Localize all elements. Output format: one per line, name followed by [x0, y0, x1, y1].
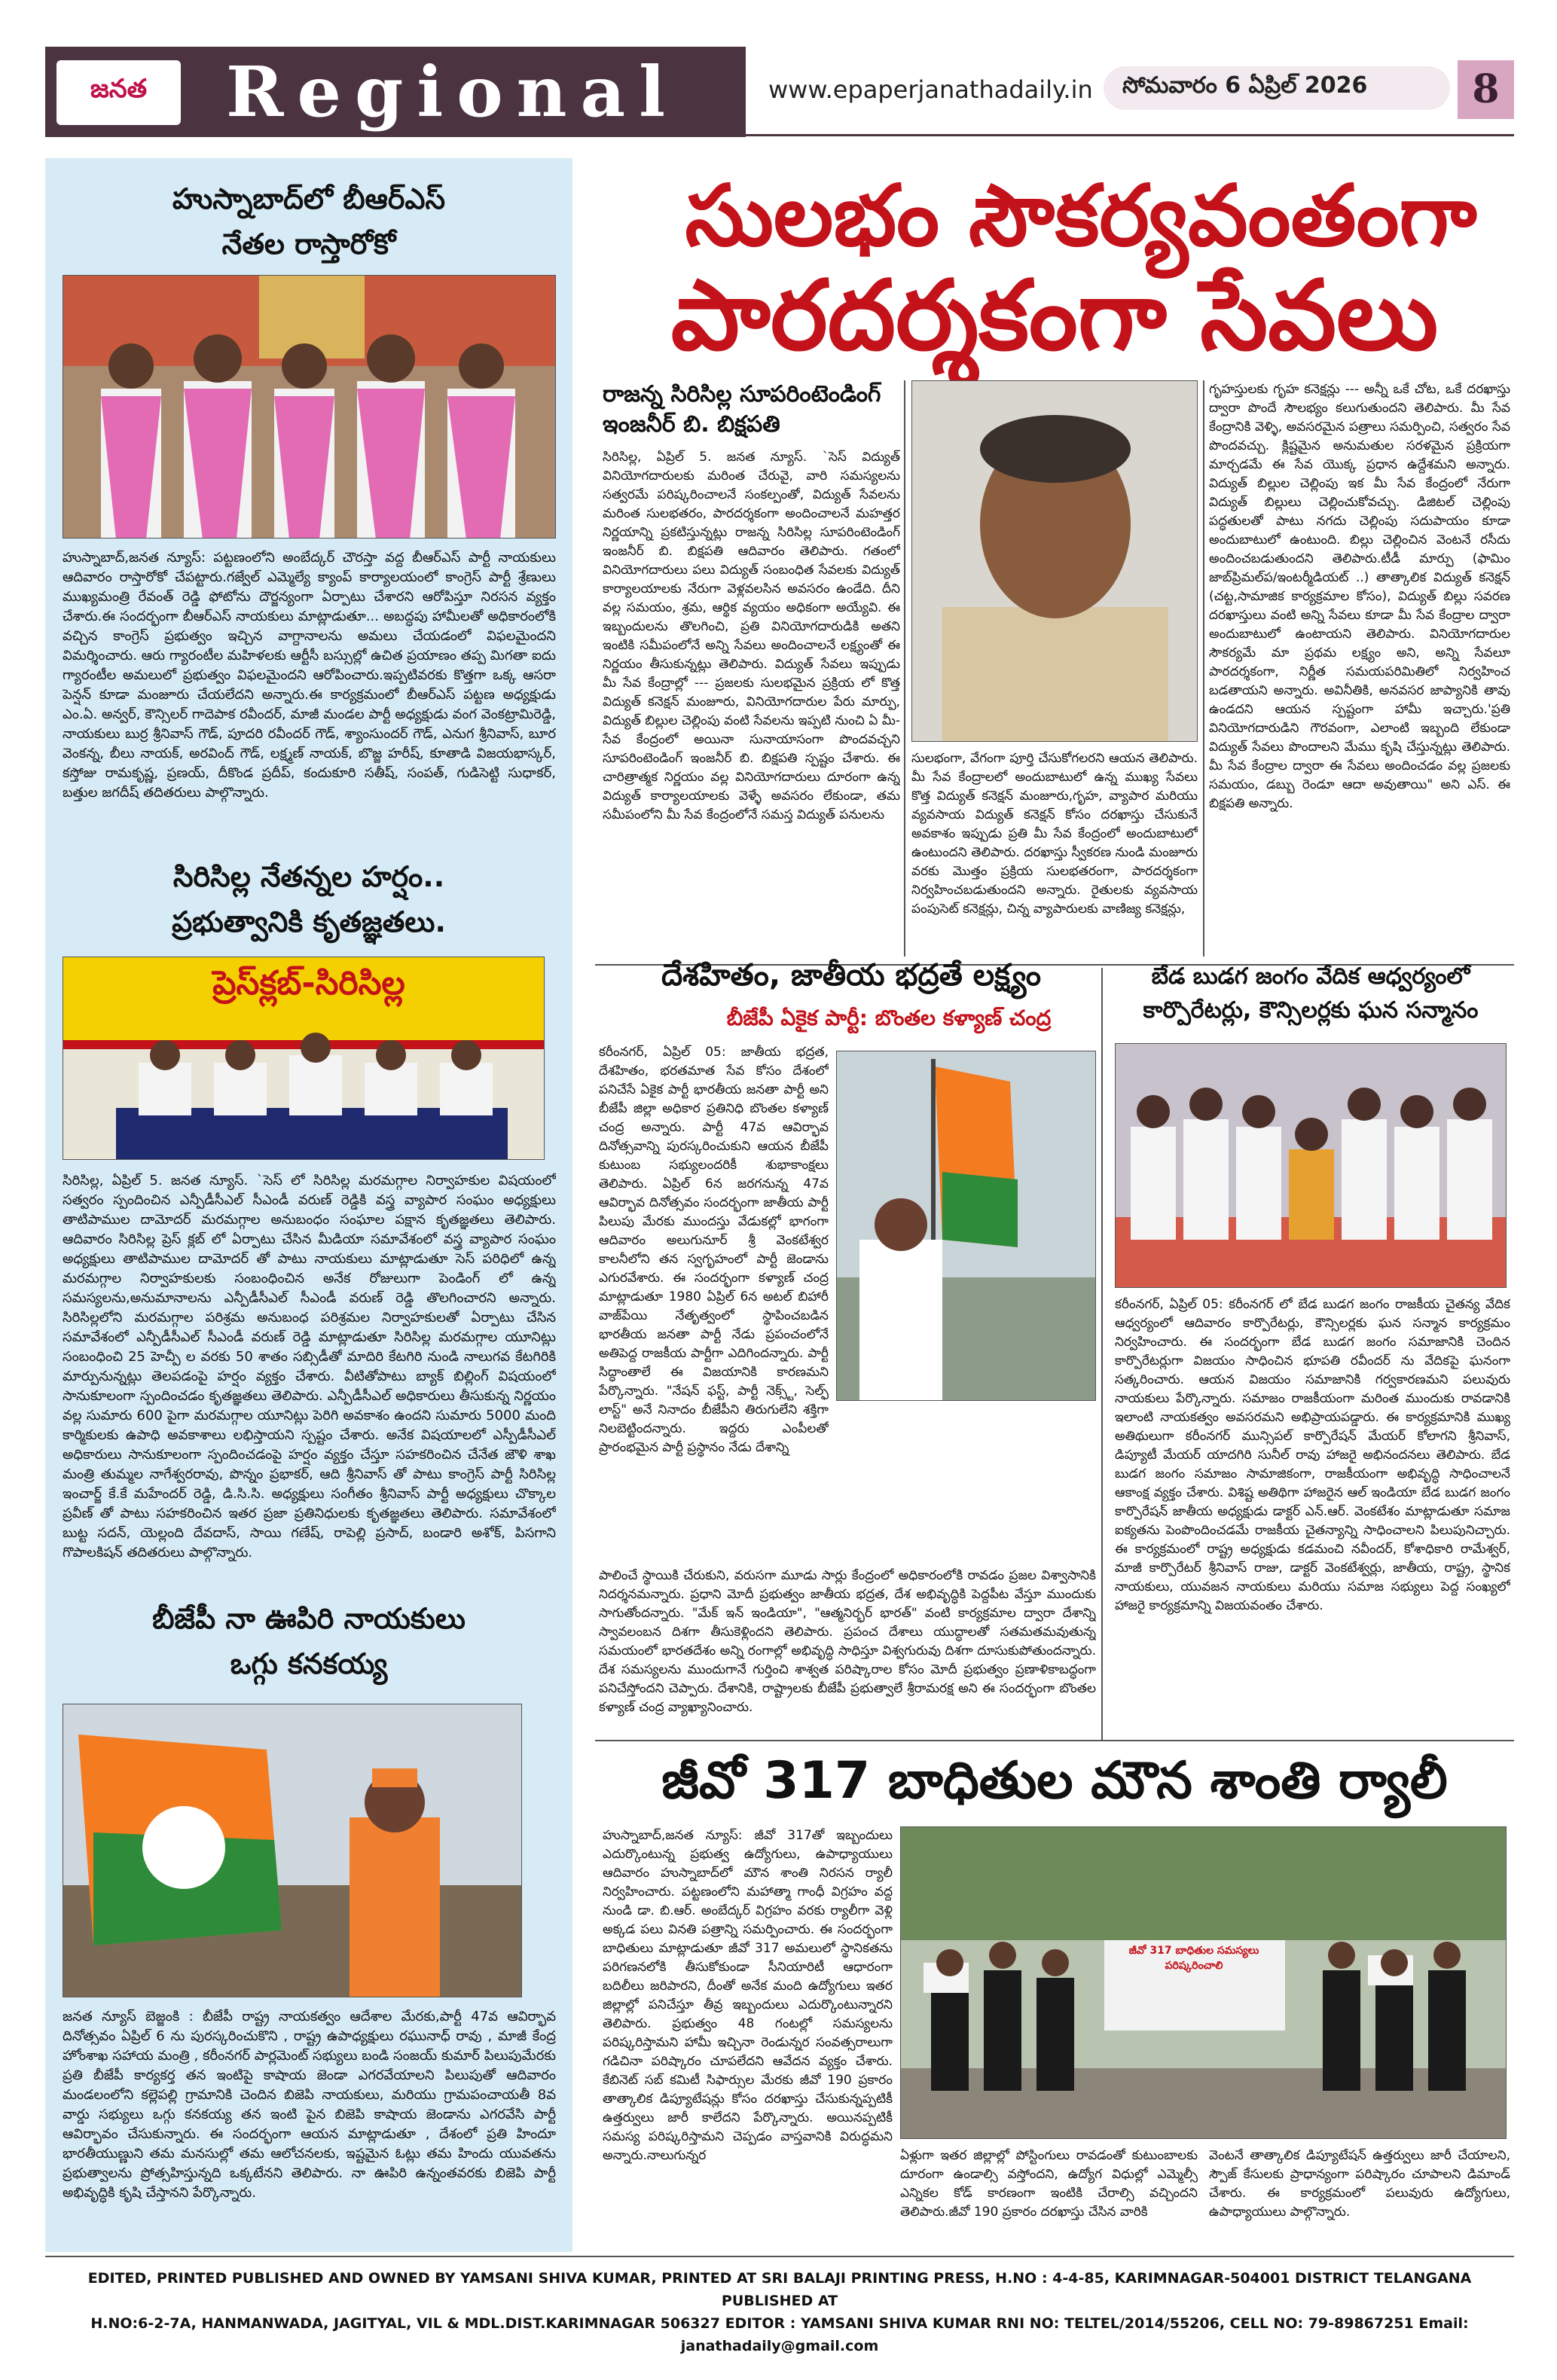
go317-col3: వెంటనే తాత్కాలిక డిప్యూటేషన్ ఉత్తర్వులు జారీ చేయాలని, స్పౌజ్ కేసులకు ప్రాధాన్యంగా పరిష్కారం చూపాలని డిమాండ్ చేశారు. ఈ కార్యక్రమంలో పలువురు ఉద్యోగులు, ఉపాధ్యాయులు పాల్గొన్నారు. — [1209, 2148, 1510, 2220]
portrait-illustration — [912, 381, 1198, 742]
imprint-line-2: H.NO:6-2-7A, HANMANWADA, JAGITYAL, VIL & MDL.DIST.KARIMNAGAR 506327 EDITOR : YAMSANI SHIVA KUMAR RNI NO: TELTEL/2014/55206, CELL NO: 79-89867251 Email: janathadaily@gmail.com — [90, 2315, 1469, 2354]
imprint-footer — [45, 2267, 1514, 2357]
col-rule — [904, 380, 905, 957]
main-col3: గృహస్తులకు గృహ కనెక్షన్లు --- అన్నీ ఒకే చోట, ఒకే దరఖాస్తు ద్వారా పొందే సౌలభ్యం కలుగుతుందని తెలిపారు. మీ సేవ కేంద్రానికి వెళ్ళి, అవసరమైన పత్రాలు సమర్పించి, సత్వరం సేవ పొందవచ్చు. క్లిష్టమైన అనుమతుల సరళమైన ప్రక్రియగా మార్చడమే ఈ సేవ యొక్క ప్రధాన ఉద్దేశమని అన్నారు. విద్యుత్ బిల్లుల చెల్లింపు ఇక మీ సేవ కేంద్రంలో నేరుగా విద్యుత్ బిల్లులు చెల్లించుకోవచ్చు. డిజిటల్ చెల్లింపు పద్ధతులతో పాటు నగదు చెల్లింపు సదుపాయం కూడా అందుబాటులో ఉంటుంది. బిల్లు చెల్లించిన వెంటనే రసీదు అందించబడుతుందని తెలిపారు.టీడీ మార్పు (ఫామిం జాబ్‌ప్రిమల్‌ప/ఇంటర్మీడియట్ ..) తాత్కాలిక విద్యుత్ కనెక్షన్ (చట్ట,సామాజిక కార్యక్రమాల కోసం), విద్యుత్ బిల్లు సవరణ దరఖాస్తులు వంటి అన్ని సేవలు కూడా మీ సేవ కేంద్రాల ద్వారా అందుబాటులో ఉంటాయని తెలిపారు. వినియోగదారుల సౌకర్యమే మా ప్రథమ లక్ష్యం అని, అన్ని సేవలూ పారదర్శకంగా, నిర్ణీత సమయపరిమితిలో నిర్వహించ బడతాయని అన్నారు. అవినీతికి, అనవసర జాప్యానికి తావు ఉండదని ఆయన స్పష్టంగా హామీ ఇచ్చారు.'ప్రతి వినియోగదారుడిని గౌరవంగా, ఎలాంటి ఇబ్బంది లేకుండా విద్యుత్ సేవలు పొందాలని మేము కృషి చేస్తున్నట్లు తెలిపారు. మీ సేవ కేంద్రాల ద్వారా ఈ సేవలు అందించడం వల్ల ప్రజలకు సమయం, డబ్బు రెండూ ఆదా అవుతాయి" అని ఎస్. ఈ బిక్షపతి అన్నారు. — [1209, 382, 1510, 811]
story3-headline-2: ఒగ్గు కనకయ్య — [230, 1647, 388, 1680]
main-col2: సులభంగా, వేగంగా పూర్తి చేసుకోగలరని ఆయన తెలిపారు. మీ సేవ కేంద్రాలలో అందుబాటులో ఉన్న ముఖ్య సేవలు కొత్త విద్యుత్ కనెక్షన్ మంజూరు,గృహ, వ్యాపార మరియు వ్యవసాయ విద్యుత్ కనెక్షన్ కోసం దరఖాస్తు చేసుకునే అవకాశం ఇప్పుడు ప్రతి మీ సేవ కేంద్రంలో అందుబాటులో ఉంటుందని తెలిపారు. దరఖాస్తు స్వీకరణ నుండి మంజూరు వరకు మొత్తం ప్రక్రియ సులభతరంగా, పారదర్శకంగా నిర్వహించబడుతుందని అన్నారు. రైతులకు వ్యవసాయ పంపుసెట్ కనెక్షన్లు, చిన్న వ్యాపారులకు వాణిజ్య కనెక్షన్లు, — [911, 751, 1198, 917]
main-col1: సిరిసిల్ల, ఏప్రిల్ 5. జనత న్యూస్. `సెస్ విద్యుత్ వినియోగదారులకు మరింత చేరువై, వారి సమస్యలను సత్వరమే పరిష్కరించాలనే సంకల్పంతో, విద్యుత్ సేవలను మరింత సులభతరం, పారదర్శకంగా అందించాలనే మహత్తర నిర్ణయాన్ని ప్రకటిస్తున్నట్లు రాజన్న సిరిసిల్ల సూపరింటెండింగ్ ఇంజనీర్ బి. బిక్షపతి ఆదివారం తెలిపారు. గతంలో వినియోగదారులు పలు విద్యుత్ సంబంధిత సేవలకు విద్యుత్ కార్యాలయాలకు నేరుగా వెళ్లవలసిన అవసరం ఉండేది. దీని వల్ల సమయం, శ్రమ, ఆర్థిక వ్యయం అధికంగా అయ్యేవి. ఈ ఇబ్బందులను తొలగించి, ప్రతి వినియోగదారుడికి అతని ఇంటికి సమీపంలోనే అన్ని సేవలు అందించాలనే లక్ష్యంతో ఈ నిర్ణయం తీసుకున్నట్లు తెలిపారు. విద్యుత్ సేవలు ఇప్పుడు మీ సేవ కేంద్రాల్లో --- ప్రజలకు సులభమైన ప్రక్రియ లో కొత్త విద్యుత్ కనెక్షన్ మంజూరు, వినియోగదారుల పేరు మార్పు, విద్యుత్ బిల్లుల చెల్లింపు వంటి సేవలను ఇప్పటి నుంచి ఏ మీ- సేవ కేంద్రంలో అయినా సునాయాసంగా పొందవచ్చని సూపరింటెండింగ్ ఇంజనీర్ బి. బిక్షపతి స్పష్టం చేశారు. ఈ చారిత్రాత్మక నిర్ణయం వల్ల వినియోగదారులు దూరంగా ఉన్న విద్యుత్ కార్యాలయాలకు వెళ్ళే అవసరం లేకుండా, తమ సమీపంలోని మీ సేవ కేంద్రంలోనే సమస్త విద్యుత్ పనులను — [603, 450, 900, 822]
logo-text: జనత — [90, 74, 148, 104]
main-subhead-1: రాజన్న సిరిసిల్ల సూపరింటెండింగ్ — [603, 381, 881, 407]
bjp-subhead: బీజేపీ ఏకైక పార్టీ: బొంతల కళ్యాణ్ చంద్ర — [726, 1005, 1052, 1030]
main-headline-1: సులభం సౌకర్యవంతంగా — [685, 167, 1477, 265]
corp-headline-2: కార్పొరేటర్లు, కౌన్సిలర్లకు ఘన సన్మానం — [1143, 997, 1479, 1024]
masthead-rule — [746, 134, 1514, 136]
story3-headline-1: బీజేపీ నా ఊపిరి నాయకులు — [152, 1602, 466, 1635]
bjp-flag-illustration — [63, 1704, 522, 1997]
issue-date: సోమవారం 6 ఏప్రిల్ 2026 — [1122, 72, 1368, 99]
story2-headline-2: ప్రభుత్వానికి కృతజ్ఞతలు. — [172, 905, 446, 938]
rally-illustration — [901, 1827, 1507, 2139]
page-number: 8 — [1458, 60, 1514, 119]
story2-body: సిరిసిల్ల, ఏప్రిల్ 5. జనత న్యూస్. `సెస్ లో సిరిసిల్ల మరమగ్గాల నిర్వాహకుల విషయంలో సత్వరం స్పందించిన ఎన్పీడీసీఎల్ సీఎండీ వరుణ్ రెడ్డికి వస్త్ర వ్యాపార సంఘం అధ్యక్షులు తాటిపాముల దామోదర్ మరమగ్గాల అనుబంధం సంఘాల పక్షాన కృతజ్ఞతలు తెలిపారు. ఆదివారం సిరిసిల్ల ప్రెస్ క్లబ్ లో ఏర్పాటు చేసిన మీడియా సమావేశంలో వస్త్ర వ్యాపార సంఘం అధ్యక్షులు తాటిపాముల దామోదర్ తో పాటు నాయకులు మాట్లాడుతూ సెస్ పరిధిలో ఉన్న మరమగ్గాల నిర్వాహకులకు సంబంధించిన అనేక రోజులుగా పెండింగ్ లో ఉన్న సమస్యలను,అనుమానాలను ఎన్పీడీసీఎల్ సీఎండీ వరుణ్ రెడ్డి తొలగించారని అన్నారు. సిరిసిల్లలోని మరమగ్గాల పరిశ్రమ అనుబంధ పరిశ్రమల నిర్వాహకులతో ఏర్పాటు చేసిన సమావేశంలో ఎన్పీడీసీఎల్ సీఎండీ వరుణ్ రెడ్డి మాట్లాడుతూ సిరిసిల్ల మరమగ్గాల యూనిట్లు సంబంధించి 25 హెచ్పీ ల వరకు 50 శాతం సబ్సిడీతో మాదిరి కేటగిరి నుండి నాలుగవ కేటగిరికి మార్పునున్నట్లు తెలపడంపై హర్షం వ్యక్తం చేశారు. వీటితోపాటు బ్యాక్ బిల్లింగ్ విషయంలో సానుకూలంగా స్పందించడం కృతజ్ఞతలు తెలిపారు. ఎన్పీడీసీఎల్ అధికారులు తీసుకున్న నిర్ణయం వల్ల సుమారు 600 పైగా మరమగ్గాల యూనిట్లు పెరిగి అవకాశం ఉందని సుమారు 5000 మంది కార్మికులకు ఉపాధి అవకాశాలు లభిస్తాయని స్పష్టం చేశారు. అనేక విషయాలలో ఎస్పీడీసీఎల్ అధికారులు సానుకూలంగా స్పందించడంపై హర్షం వ్యక్తం చేస్తూ సహకరించిన చేనేత జౌళి శాఖ మంత్రి తుమ్మల నాగేశ్వరరావు, పొన్నం ప్రభాకర్, ఆది శ్రీనివాస్ తో పాటు కాంగ్రెస్ పార్టీ సిరిసిల్ల ఇంచార్జ్ కే.కే మహేందర్ రెడ్డి, డి.సి.సి. అధ్యక్షులు సంగీతం శ్రీనివాస్ పార్టీ అధ్యక్షులు చొక్కాల ప్రవీణ్ తో పాటు సహకరించిన ఇతర ప్రజా ప్రతినిధులకు కృతజ్ఞతలు తెలిపారు. సమావేశంలో బుట్ట సదన్, యెల్లంది దేవదాస్, సాయి గణేష్, రాపెల్లి ప్రసాద్, బండారి అశోక్, పిసగాని గొపాలకిషన్ తదితరులు పాల్గొన్నారు. — [63, 1173, 556, 1561]
story1-body: హుస్నాబాద్,జనత న్యూస్: పట్టణంలోని అంబేద్కర్ చౌరస్తా వద్ద బీఆర్ఎస్ పార్టీ నాయకులు ఆదివారం రాస్తారోకో చేపట్టారు.గజ్వేల్ ఎమ్మెల్యే క్యాంప్ కార్యాలయంలో కాంగ్రెస్ పార్టీ శ్రేణులు ముఖ్యమంత్రి రేవంత్ రెడ్డి ఫోటోను దౌర్జన్యంగా ఏర్పాటు చేశారని ఆరోపిస్తూ నిరసన వ్యక్తం చేశారు.ఈ సందర్భంగా బీఆర్ఎస్ నాయకులు మాట్లాడుతూ... అబద్ధపు హామీలతో అధికారంలోకి వచ్చిన కాంగ్రెస్ ప్రభుత్వం ఇచ్చిన వాగ్దానాలను అమలు చేయడంలో విఫలమైందని విమర్శించారు. ఆరు గ్యారంటీల మహిళలకు ఆర్టీసీ బస్సుల్లో ఉచిత ప్రయాణం తప్ప మిగతా ఐదు గ్యారంటీల అమలులో ప్రభుత్వం విఫలమైందని ఆరోపించారు.ఇప్పటివరకు కొత్తగా ఒక్క ఆసరా పెన్షన్ కూడా మంజూరు చేయలేదని అన్నారు.ఈ కార్యక్రమంలో బీఆర్ఎస్ పట్టణ అధ్యక్షుడు ఎం.ఏ. అన్వర్, కౌన్సిలర్ గాదెపాక రవీందర్, మాజీ మండల పార్టీ అధ్యక్షుడు వంగ వెంకట్రామిరెడ్డి, నాయకులు బుర్ర శ్రీనివాస్ గౌడ్, పూదరి రవీందర్ గౌడ్, శ్యాంసుందర్ గౌడ్, ఎనుగ శ్రీనివాస్, బూర వెంకన్న, బీలు నాయక్, అరవింద్ గౌడ్, లక్ష్మణ్ నాయక్, బొజ్జ హరీష్, కూతాడి విజయభాస్కర్, కస్తోజు రామకృష్ణ, ప్రణయ్, దీకొండ ప్రదీప్, కందుకూరి సతీష్, సంపత్, గుడిసెట్టి సుధాకర్, బత్తుల జగదీష్ తదితరులు పాల్గొన్నారు. — [63, 550, 556, 801]
bjp-headline: దేశహితం, జాతీయ భద్రతే లక్ష్యం — [661, 958, 1042, 993]
flag-hoist-illustration — [837, 1051, 1096, 1401]
brs-protest-photo — [63, 275, 556, 539]
felicitation-photo — [1115, 1043, 1507, 1288]
website-url[interactable]: www.epaperjanathadaily.in — [768, 75, 1093, 104]
imprint-line-1: EDITED, PRINTED PUBLISHED AND OWNED BY YAMSANI SHIVA KUMAR, PRINTED AT SRI BALAJI PRINTING PRESS, H.NO : 4-4-85, KARIMNAGAR-504001 DISTRICT TELANGANA PUBLISHED AT — [87, 2270, 1472, 2309]
felicitation-illustration — [1116, 1044, 1507, 1288]
go317-col1: హుస్నాబాద్,జనత న్యూస్: జీవో 317తో ఇబ్బందులు ఎదుర్కొంటున్న ప్రభుత్వ ఉద్యోగులు, ఉపాధ్యాయులు ఆదివారం హుస్నాబాద్‌లో మౌన శాంతి నిరసన ర్యాలీ నిర్వహించారు. పట్టణంలోని మహాత్మా గాంధీ విగ్రహం వద్ద నుండి డా. బి.ఆర్. అంబేద్కర్ విగ్రహం వరకు ర్యాలీగా వెళ్లి అక్కడ పలు వినతి పత్రాన్ని సమర్పించారు. ఈ సందర్భంగా బాధితులు మాట్లాడుతూ జీవో 317 అమలులో స్థానికతను పరిగణనలోకి తీసుకోకుండా సీనియారిటీ ఆధారంగా బదిలీలు జరిపారని, దీంతో అనేక మంది ఉద్యోగులు ఇతర జిల్లాల్లో పనిచేస్తూ తీవ్ర ఇబ్బందులు ఎదుర్కొంటున్నారని తెలిపారు. ప్రభుత్వం 48 గంటల్లో సమస్యలను పరిష్కరిస్తామని హామీ ఇచ్చినా రెండున్నర సంవత్సరాలుగా గడిచినా పరిష్కారం చూపలేదని ఆవేదన వ్యక్తం చేశారు. కేబినెట్ సబ్ కమిటీ సిఫార్సుల మేరకు జీవో 190 ప్రకారం తాత్కాలిక డిప్యూటేషన్లు కోసం దరఖాస్తు చేసుకున్నప్పటికీ ఉత్తర్వులు జారీ కాలేదని పేర్కొన్నారు. అయినప్పటికీ సమస్య పరిష్కరిస్తామని చెప్పడం వాస్తవానికి విరుద్ధమని అన్నారు.నాలుగున్నర — [603, 1828, 893, 2163]
corp-body: కరీంనగర్, ఏప్రిల్ 05: కరీంనగర్ లో బేడ బుడగ జంగం రాజకీయ చైతన్య వేదిక ఆధ్వర్యంలో ఆదివారం కార్పొరేటర్లు, కౌన్సిలర్లకు ఘన సన్మాన కార్యక్రమం నిర్వహించారు. ఈ సందర్భంగా బేడ బుడగ జంగం సమాజానికి చెందిన కార్పొరేటర్లుగా విజయం సాధించిన భూపతి రవీందర్ ను వేదికపై ఘనంగా సత్కరించారు. ఆయన విజయం సమాజానికి గర్వకారణమని పలువురు నాయకులు పేర్కొన్నారు. సమాజం రాజకీయంగా మరింత ముందుకు రావడానికి ఇలాంటి నాయకత్వం అవసరమని అభిప్రాయపడ్డారు. ఈ కార్యక్రమానికి ముఖ్య అతిథులుగా కరీంనగర్ మున్సిపల్ కార్పొరేషన్ మేయర్ కోలాగని శ్రీనివాస్, డిప్యూటీ మేయర్ యాదగిరి సునీల్ రావు హాజరై అభినందనలు తెలిపారు. బేడ బుడగ జంగం సమాజం సామాజికంగా, రాజకీయంగా అభివృద్ధి సాధించాలనే ఆకాంక్ష వ్యక్తం చేశారు. విశిష్ట అతిథిగా హాజరైన ఆల్ ఇండియా బేడ బుడగ జంగం కార్పొరేషన్ జాతీయ అధ్యక్షుడు డాక్టర్ ఎన్.ఆర్. వెంకటేశం మాట్లాడుతూ సమాజ ఐక్యతను పెంపొందించడమే రాజకీయ చైతన్యాన్ని సాధించాలని పిలుపునిచ్చారు. ఈ కార్యక్రమంలో రాష్ట్ర అధ్యక్షుడు కడమంచి నవీందర్, కోశాధికారి రామేశ్వర్, మాజీ కార్పొరేటర్ శ్రీనివాస్ రాజు, డాక్టర్ వెంకటేశ్వర్లు, జాతీయ, రాష్ట్ర, స్థానిక నాయకులు, యువజన నాయకులు మరియు సమాజ సభ్యులు పెద్ద సంఖ్యలో హాజరై కార్యక్రమాన్ని విజయవంతం చేశారు. — [1115, 1297, 1510, 1613]
bjp-col1: కరీంనగర్, ఏప్రిల్ 05: జాతీయ భద్రత, దేశహితం, భరతమాత సేవ కోసం దేశంలో పనిచేసే ఏకైక పార్టీ భారతీయ జనతా పార్టీ అని బీజేపీ జిల్లా అధికార ప్రతినిధి బొంతల కళ్యాణ్ చంద్ర అన్నారు. పార్టీ 47వ ఆవిర్భావ దినోత్సవాన్ని పురస్కరించుకుని ఆయన బీజేపీ కుటుంబ సభ్యులందరికీ శుభాకాంక్షలు తెలిపారు. ఏప్రిల్ 6న జరగనున్న 47వ ఆవిర్భావ దినోత్సవం సందర్భంగా జాతీయ పార్టీ పిలుపు మేరకు ముందస్తు వేడుకల్లో భాగంగా ఆదివారం అలుగునూర్ శ్రీ వెంకటేశ్వర కాలనీలోని తన స్వగృహంలో పార్టీ జెండాను ఎగురవేశారు. ఈ సందర్భంగా కళ్యాణ్ చంద్ర మాట్లాడుతూ 1980 ఏప్రిల్ 6న అటల్ బిహారీ వాజ్‌పేయి నేతృత్వంలో స్థాపించబడిన భారతీయ జనతా పార్టీ నేడు ప్రపంచంలోనే అతిపెద్ద రాజకీయ పార్టీగా ఎదిగిందన్నారు. పార్టీ సిద్ధాంతాలే ఈ విజయానికి కారణమని పేర్కొన్నారు. "నేషన్ ఫస్ట్, పార్టీ నెక్స్ట్, సెల్ఫ్ లాస్ట్" అనే నినాదం బీజేపీని తిరుగులేని శక్తిగా నిలబెట్టిందన్నారు. ఇద్దరు ఎంపీలతో ప్రారంభమైన పార్టీ ప్రస్థానం నేడు దేశాన్ని — [599, 1045, 829, 1455]
main-subhead-2: ఇంజనీర్ బి. బిక్షపతి — [603, 411, 780, 438]
section-title: Regional — [226, 51, 679, 133]
story3-body: జనత న్యూస్ బెజ్జంకి : బీజేపీ రాష్ట్ర నాయకత్వం ఆదేశాల మేరకు,పార్టీ 47వ ఆవిర్భావ దినోత్సవం ఏప్రిల్ 6 ను పురస్కరించుకొని , రాష్ట్ర ఉపాధ్యక్షులు రఘునాధ్ రావు , మాజీ కేంద్ర హోంశాఖ సహాయ మంత్రి , కరీంనగర్ పార్లమెంట్ సభ్యులు బండి సంజయ్ కుమార్ పిలుపుమేరకు ప్రతి బీజేపీ కార్యకర్త తన ఇంటిపై కాషాయ జెండా ఎగరవేయాలని పిలుపుతో ఆదివారం మండలంలోని కల్లెపల్లి గ్రామానికి చెందిన బిజెపి నాయకులు, మరియు గ్రామపంచాయతీ 8వ వార్డు సభ్యులు ఒగ్గు కనకయ్య తన ఇంటి పైన బిజెపి కాషాయ జెండాను ఎగరవేసి పార్టీ ఆవిర్భావం చేసుకున్నారు. ఈ సందర్భంగా ఆయన మాట్లాడుతూ , దేశంలో ప్రతి హిందూ భారతీయుణ్ణుని తమ మనసుల్లో తమ ఆలోచనలకు, ఇష్టమైన ఓట్లు తమ హిందు యువతను ప్రభుత్వాలను ప్రోత్సహిస్తున్నది ఒక్కటేనని తెలిపారు. నా ఊపిరి ఉన్నంతవరకు బిజెపి పార్టీ అభివృద్ధికి కృషి చేస్తానని పేర్కొన్నారు. — [63, 2009, 556, 2201]
go317-col2: ఏళ్లుగా ఇతర జిల్లాల్లో పోస్టింగులు రావడంతో కుటుంబాలకు దూరంగా ఉండాల్సి వస్తోందని, ఉద్యోగ విధుల్లో ఎమ్మెల్సీ ఎన్నికల కోడ్ కారణంగా ఇంటికి చేరాల్సి వచ్చిందని తెలిపారు.జీవో 190 ప్రకారం దరఖాస్తు చేసిన వారికి — [900, 2148, 1198, 2220]
section-rule — [595, 1740, 1514, 1741]
main-headline-2: పారదర్శకంగా సేవలు — [670, 260, 1439, 372]
silent-rally-photo — [900, 1826, 1507, 2139]
brs-protest-illustration — [63, 276, 556, 539]
rally-banner-text: జీవో 317 బాధితుల సమస్యలు పరిష్కరించాలి — [1128, 1945, 1259, 1972]
bikshapathi-portrait — [911, 380, 1198, 742]
story2-headline-1: సిరిసిల్ల నేతన్నల హర్షం.. — [172, 860, 445, 893]
col-rule — [1101, 968, 1103, 1740]
go317-headline: జీవో 317 బాధితుల మౌన శాంతి ర్యాలీ — [661, 1751, 1448, 1811]
story1-headline-1: హుస్నాబాద్‌లో బీఆర్ఎస్ — [172, 182, 446, 215]
story1-headline-2: నేతల రాస్తారోకో — [221, 227, 396, 261]
kanakayya-flag-photo — [63, 1704, 522, 1997]
kalyan-chandra-photo — [836, 1051, 1096, 1401]
press-club-banner: ప్రెస్‌క్లబ్-సిరిసిల్ల — [212, 964, 405, 1002]
bjp-col2: పాలించే స్థాయికి చేరుకుని, వరుసగా మూడు సార్లు కేంద్రంలో అధికారంలోకి రావడం ప్రజల విశ్వాసానికి నిదర్శనమన్నారు. ప్రధాని మోదీ ప్రభుత్వం జాతీయ భద్రత, దేశ అభివృద్ధికి పెద్దపీట వేస్తూ ముందుకు సాగుతోందన్నారు. "మేక్ ఇన్ ఇండియా", "ఆత్మనిర్భర్ భారత్" వంటి కార్యక్రమాల ద్వారా దేశాన్ని స్వావలంబన దిశగా తీసుకెళ్లిందని తెలిపారు. ప్రపంచ దేశాలు యుద్ధాలతో సతమతమవుతున్న సమయంలో భారతదేశం అన్ని రంగాల్లో అభివృద్ధి సాధిస్తూ విశ్వగురువు దిశగా దూసుకుపోతుందన్నారు. దేశ సమస్యలను ముందుగానే గుర్తించి శాశ్వత పరిష్కారాల కోసం మోదీ ప్రభుత్వం ప్రణాళికాబద్ధంగా పనిచేస్తోందని చెప్పారు. దేశానికి, రాష్ట్రాలకు బీజేపీ ప్రభుత్వాలే శ్రీరామరక్ష అని ఈ సందర్భంగా బొంతల కళ్యాణ్ చంద్ర వ్యాఖ్యానించారు. — [599, 1568, 1096, 1715]
footer-rule — [45, 2256, 1514, 2257]
corp-headline-1: బేడ బుడగ జంగం వేదిక ఆధ్వర్యంలో — [1151, 963, 1470, 990]
col-rule — [1203, 380, 1204, 957]
